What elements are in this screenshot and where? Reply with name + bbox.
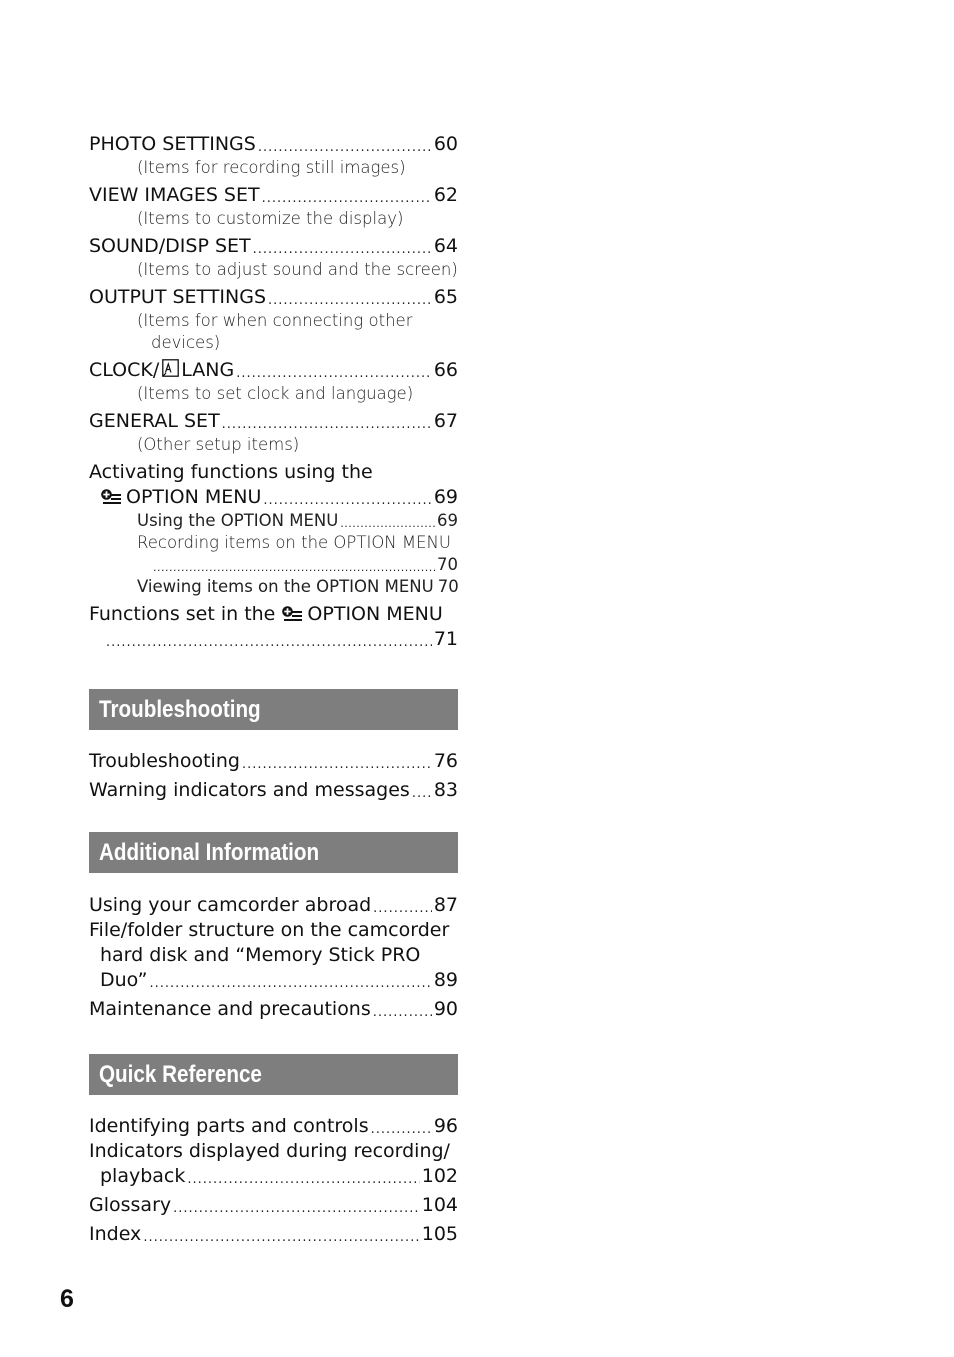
toc-page: 70 [437,555,458,574]
leader-dots [412,785,432,803]
toc-entry-glossary[interactable] [89,1189,458,1218]
toc-subentry-viewing-items[interactable] [89,576,458,598]
toc-label: Viewing items on the OPTION MENU [137,577,434,596]
leader-dots [253,241,432,259]
toc-page: 87 [433,894,458,916]
page-number: 6 [60,1285,74,1313]
toc-subentry-using-option-menu[interactable] [89,510,458,532]
toc-entry-clock-lang[interactable] [89,358,458,383]
toc-label: OPTION MENU [126,486,262,508]
toc-subentry-recording-items[interactable]: Recording items on the OPTION MENU [137,533,451,552]
toc-page: 69 [437,511,458,530]
toc-page: 104 [421,1194,458,1216]
toc-entry-index[interactable] [89,1218,458,1247]
toc-page: 89 [433,969,458,991]
leader-dots [153,560,435,576]
toc-description: (Items to adjust sound and the screen) [137,260,458,279]
toc-entry-indicators-line1[interactable]: Indicators displayed during recording/ [89,1140,450,1162]
toc-entry-output-settings[interactable] [89,285,458,310]
toc-label: CLOCK/ [89,359,160,381]
toc-entry-photo-settings[interactable] [89,132,458,157]
toc-entry-activating-label: Activating functions using the [89,461,373,483]
toc-entry-file-folder-line2[interactable]: hard disk and “Memory Stick PRO [100,944,421,966]
leader-dots [106,634,432,652]
toc-label: Functions set in the [89,603,276,625]
toc-page: 67 [433,410,458,432]
toc-page: 96 [433,1115,458,1137]
toc-page: 64 [433,235,458,257]
toc-label: Troubleshooting [89,750,240,772]
toc-description: (Items for when connecting other [137,311,413,330]
additional-toc [89,889,458,1022]
leader-dots [242,756,432,774]
toc-entry-functions-set[interactable] [89,602,458,627]
toc-entry-general-set[interactable] [89,409,458,434]
leader-dots [340,516,435,532]
toc-entry-identifying-parts[interactable] [89,1110,458,1139]
toc-page: 70 [437,577,459,596]
leader-dots [373,900,432,918]
leader-dots [222,416,432,434]
language-icon [162,359,179,377]
toc-label: GENERAL SET [89,410,220,432]
section-heading-additional-information: Additional Information [89,832,458,873]
toc-page: 65 [433,286,458,308]
leader-dots [236,365,432,383]
toc-page: 83 [433,779,458,801]
toc-label: OPTION MENU [307,603,443,625]
option-menu-icon [100,487,122,504]
toc-entry-indicators-line2[interactable] [89,1164,458,1189]
leader-dots [187,1171,419,1189]
toc-page: 76 [433,750,458,772]
toc-description: (Other setup items) [137,435,300,454]
toc-entry-activating-option-menu[interactable] [89,485,458,510]
toc-entry-maintenance[interactable] [89,993,458,1022]
toc-label: SOUND/DISP SET [89,235,251,257]
option-menu-icon [281,604,303,621]
leader-dots [268,292,432,310]
toc-page: 66 [433,359,458,381]
toc-entry-functions-set-page[interactable] [89,627,458,652]
leader-dots [373,1004,432,1022]
leader-dots [371,1121,432,1139]
quickref-toc [89,1110,458,1247]
troubleshooting-toc [89,745,458,803]
toc-page: 105 [421,1223,458,1245]
toc-page: 90 [433,998,458,1020]
leader-dots [143,1229,419,1247]
toc-label: Warning indicators and messages [89,779,410,801]
toc-label: LANG [181,359,235,381]
toc-entry-warning-indicators[interactable] [89,774,458,803]
leader-dots [263,492,431,510]
toc-entry-troubleshooting[interactable] [89,745,458,774]
leader-dots [173,1200,420,1218]
toc-entry-file-folder-line1[interactable]: File/folder structure on the camcorder [89,919,450,941]
toc-label: OUTPUT SETTINGS [89,286,267,308]
toc-page: 71 [433,628,458,650]
toc-subentry-recording-items-page[interactable] [89,554,458,576]
toc-page: 69 [433,486,458,508]
toc-label: Using your camcorder abroad [89,894,372,916]
toc-entry-sound-disp-set[interactable] [89,234,458,259]
toc-entry-view-images-set[interactable] [89,183,458,208]
toc-label: PHOTO SETTINGS [89,133,256,155]
toc-label: playback [100,1165,186,1187]
leader-dots [262,190,432,208]
toc-label: Using the OPTION MENU [137,511,339,530]
toc-description-cont: devices) [151,333,221,352]
toc-page: 60 [433,133,458,155]
toc-label: Glossary [89,1194,172,1216]
toc-description: (Items for recording still images) [137,158,406,177]
leader-dots [149,975,431,993]
toc-label: Maintenance and precautions [89,998,371,1020]
section-heading-quick-reference: Quick Reference [89,1054,458,1095]
section-heading-troubleshooting: Troubleshooting [89,689,458,730]
toc-entry-using-abroad[interactable] [89,889,458,918]
toc-description: (Items to customize the display) [137,209,404,228]
leader-dots [258,139,432,157]
toc-entry-file-folder-line3[interactable] [89,968,458,993]
toc-label: Duo” [100,969,148,991]
settings-toc [89,132,458,652]
toc-label: Index [89,1223,142,1245]
toc-label: VIEW IMAGES SET [89,184,260,206]
toc-label: Identifying parts and controls [89,1115,369,1137]
toc-page: 62 [433,184,458,206]
toc-description: (Items to set clock and language) [137,384,414,403]
toc-page: 102 [421,1165,458,1187]
